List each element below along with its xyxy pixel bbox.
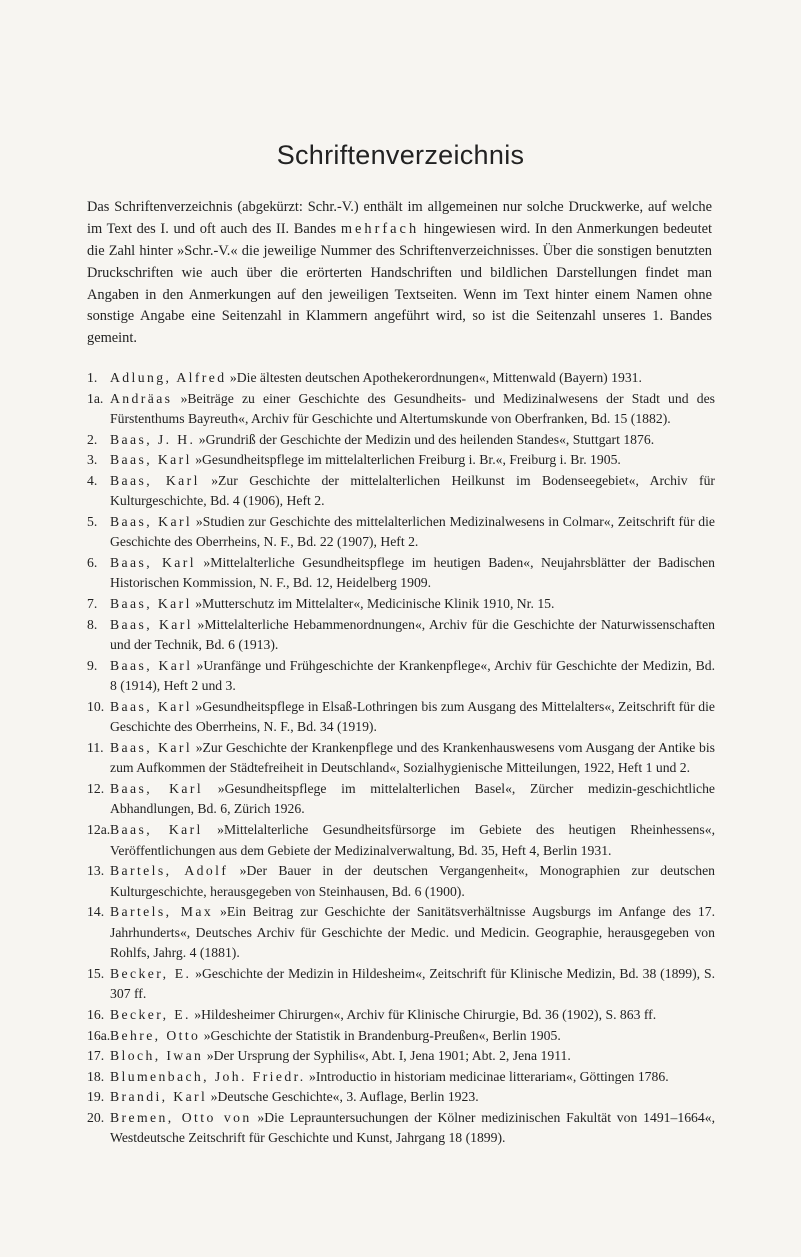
entry-author: Becker, E.	[110, 965, 192, 981]
entry-text: »Uranfänge und Frühgeschichte der Krankenpflege«, Archiv für Geschichte der Medizin, Bd. 8 (1914), Heft 2 und 3.	[110, 657, 715, 694]
entry-text: »Hildesheimer Chirurgen«, Archiv für Klinische Chirurgie, Bd. 36 (1902), S. 863 ff.	[190, 1006, 657, 1022]
entry-number: 1.	[87, 370, 98, 385]
entry-number: 17.	[87, 1048, 105, 1064]
entry-number: 5.	[87, 513, 98, 529]
bibliography-entry	[87, 471, 715, 512]
bibliography-entry	[87, 902, 715, 964]
entry-author: Baas, Karl	[110, 452, 192, 468]
entry-number: 19.	[87, 1089, 105, 1105]
entry-number: 16a.	[87, 1027, 111, 1043]
entry-author: Baas, Karl	[110, 822, 203, 838]
bibliography-list	[87, 368, 715, 1149]
entry-author: Bartels, Adolf	[110, 863, 229, 879]
entry-number: 1a.	[87, 390, 104, 406]
bibliography-entry	[87, 1005, 715, 1026]
entry-number: 4.	[87, 472, 98, 488]
entry-author: Baas, J. H.	[110, 431, 196, 447]
entry-number: 16.	[87, 1006, 105, 1022]
entry-author: Baas, Karl	[110, 472, 200, 488]
entry-text: »Der Bauer in der deutschen Vergangenheit«, Monographien zur deutschen Kulturgeschichte, herausgegeben von Steinhausen, Bd. 6 (1900).	[110, 863, 715, 899]
intro-text-part1: Das Schriftenverzeichnis (abgekürzt: Schr.-V.) enthält im allgemeinen nur solche Druckwerke, auf welche im Text des I. und oft auch des II. Bandes	[87, 199, 712, 238]
entry-text: »Zur Geschichte der mittelalterlichen Heilkunst im Bodenseegebiet«, Archiv für Kulturgeschichte, Bd. 4 (1906), Heft 2.	[110, 472, 715, 509]
entry-author: Baas, Karl	[110, 554, 196, 570]
entry-author: Brandi, Karl	[110, 1089, 208, 1105]
entry-number: 10.	[87, 698, 105, 714]
bibliography-entry	[87, 1067, 715, 1088]
entry-text: »Grundriß der Geschichte der Medizin und des heilenden Standes«, Stuttgart 1876.	[195, 431, 655, 447]
intro-emphasis: mehrfach	[340, 221, 420, 238]
bibliography-entry	[87, 615, 715, 656]
bibliography-entry	[87, 368, 715, 389]
bibliography-entry	[87, 553, 715, 594]
entry-author: Baas, Karl	[110, 513, 193, 529]
intro-paragraph	[87, 197, 712, 350]
entry-author: Becker, E.	[110, 1006, 191, 1022]
entry-number: 3.	[87, 452, 98, 468]
bibliography-entry	[87, 861, 715, 902]
bibliography-entry	[87, 1046, 715, 1067]
entry-text: »Geschichte der Statistik in Brandenburg-Preußen«, Berlin 1905.	[200, 1027, 561, 1043]
entry-number: 13.	[87, 863, 105, 879]
entry-text: »Geschichte der Medizin in Hildesheim«, Zeitschrift für Klinische Medizin, Bd. 38 (1899), S. 307 ff.	[110, 965, 715, 1002]
entry-text: »Mittelalterliche Gesundheitsfürsorge im Gebiete des heutigen Rheinhessens«, Veröffentlichungen aus dem Gebiete der Medizinalverwaltung, Bd. 35, Heft 4, Berlin 1931.	[110, 822, 715, 858]
entry-author: Behre, Otto	[110, 1027, 201, 1043]
entry-number: 9.	[87, 657, 98, 673]
entry-text: »Beiträge zu einer Geschichte des Gesundheits- und Medizinalwesens der Stadt und des Fürstenthums Bayreuth«, Archiv für Geschichte und Altertumskunde von Oberfranken, Bd. 15 (1882).	[110, 390, 715, 427]
entry-text: »Die Leprauntersuchungen der Kölner medizinischen Fakultät von 1491–1664«, Westdeutsche Zeitschrift für Geschichte und Kunst, Jahrgang 18 (1899).	[110, 1109, 715, 1146]
intro-text-part2: hingewiesen wird. In den Anmerkungen bedeutet die Zahl hinter »Schr.-V.« die jeweilige Nummer des Schriftenverzeichnisses. Über die sonstigen benutzten Druckschriften wie auch über die erörterten Handschriften und bildlichen Darstellungen findet man Angaben in den Anmerkungen auf den jeweiligen Textseiten. Wenn im Text hinter einem Namen ohne sonstige Angabe eine Seitenzahl in Klammern angeführt wird, so ist die Seitenzahl unseres 1. Bandes gemeint.	[87, 221, 712, 347]
entry-author: Adlung, Alfred	[110, 370, 227, 385]
entry-number: 6.	[87, 554, 98, 570]
entry-number: 7.	[87, 596, 98, 612]
entry-text: »Zur Geschichte der Krankenpflege und des Krankenhauswesens vom Ausgang der Antike bis zum Aufkommen der Städtefreiheit in Deutschland«, Sozialhygienische Mitteilungen, 1922, Heft 1 und 2.	[110, 739, 716, 776]
entry-text: »Gesundheitspflege im mittelalterlichen Basel«, Zürcher medizin-geschichtliche Abhandlungen, Bd. 6, Zürich 1926.	[110, 780, 715, 817]
entry-number: 11.	[87, 739, 104, 755]
entry-author: Baas, Karl	[110, 739, 193, 755]
bibliography-entry	[87, 1087, 715, 1108]
entry-text: »Mittelalterliche Gesundheitspflege im heutigen Baden«, Neujahrsblätter der Badischen Historischen Kommission, N. F., Bd. 12, Heidelberg 1909.	[110, 554, 715, 591]
bibliography-entry	[87, 656, 715, 697]
entry-author: Baas, Karl	[110, 616, 193, 632]
bibliography-entry	[87, 1026, 715, 1047]
entry-author: Baas, Karl	[110, 657, 193, 673]
bibliography-entry	[87, 512, 715, 553]
bibliography-entry	[87, 450, 715, 471]
entry-text: »Gesundheitspflege im mittelalterlichen Freiburg i. Br.«, Freiburg i. Br. 1905.	[191, 452, 621, 468]
entry-text: »Ein Beitrag zur Geschichte der Sanitätsverhältnisse Augsburgs im Anfange des 17. Jahrhunderts«, Deutsches Archiv für Geschichte der Medic. und Medicin. Geographie, herausgegeben von Rohlfs, Jahrg. 4 (1881).	[110, 904, 715, 961]
bibliography-entry	[87, 738, 715, 779]
entry-text: »Gesundheitspflege in Elsaß-Lothringen bis zum Ausgang des Mittelalters«, Zeitschrift für die Geschichte des Oberrheins, N. F., Bd. 34 (1919).	[110, 698, 715, 735]
entry-number: 2.	[87, 431, 98, 447]
entry-author: Baas, Karl	[110, 780, 204, 796]
entry-text: »Introductio in historiam medicinae litterariam«, Göttingen 1786.	[305, 1068, 669, 1084]
entry-number: 12.	[87, 780, 105, 796]
bibliography-entry	[87, 430, 715, 451]
entry-number: 20.	[87, 1109, 105, 1125]
entry-author: Bremen, Otto von	[110, 1109, 252, 1125]
bibliography-entry	[87, 697, 715, 738]
entry-number: 15.	[87, 965, 105, 981]
entry-text: »Studien zur Geschichte des mittelalterlichen Medizinalwesens in Colmar«, Zeitschrift für die Geschichte des Oberrheins, N. F., Bd. 22 (1907), Heft 2.	[110, 513, 715, 550]
entry-text: »Die ältesten deutschen Apothekerordnungen«, Mittenwald (Bayern) 1931.	[226, 370, 642, 385]
entry-author: Bloch, Iwan	[110, 1048, 204, 1064]
entry-text: »Der Ursprung der Syphilis«, Abt. I, Jena 1901; Abt. 2, Jena 1911.	[203, 1048, 571, 1064]
entry-number: 12a.	[87, 822, 111, 838]
entry-author: Blumenbach, Joh. Friedr.	[110, 1068, 306, 1084]
entry-author: Baas, Karl	[110, 596, 192, 612]
entry-number: 8.	[87, 616, 98, 632]
entry-author: Andräas	[110, 390, 173, 406]
page-title: Schriftenverzeichnis	[276, 140, 525, 170]
entry-author: Baas, Karl	[110, 698, 192, 714]
bibliography-entry	[87, 1108, 715, 1149]
entry-text: »Deutsche Geschichte«, 3. Auflage, Berlin 1923.	[207, 1089, 479, 1105]
bibliography-entry	[87, 964, 715, 1005]
entry-number: 14.	[87, 904, 105, 920]
bibliography-entry	[87, 389, 715, 430]
bibliography-entry	[87, 779, 715, 820]
entry-number: 18.	[87, 1068, 105, 1084]
entry-author: Bartels, Max	[110, 904, 214, 920]
bibliography-entry	[87, 594, 715, 615]
bibliography-entry	[87, 820, 715, 861]
entry-text: »Mutterschutz im Mittelalter«, Medicinische Klinik 1910, Nr. 15.	[191, 596, 555, 612]
entry-text: »Mittelalterliche Hebammenordnungen«, Archiv für die Geschichte der Naturwissenschaften und der Technik, Bd. 6 (1913).	[110, 616, 715, 653]
